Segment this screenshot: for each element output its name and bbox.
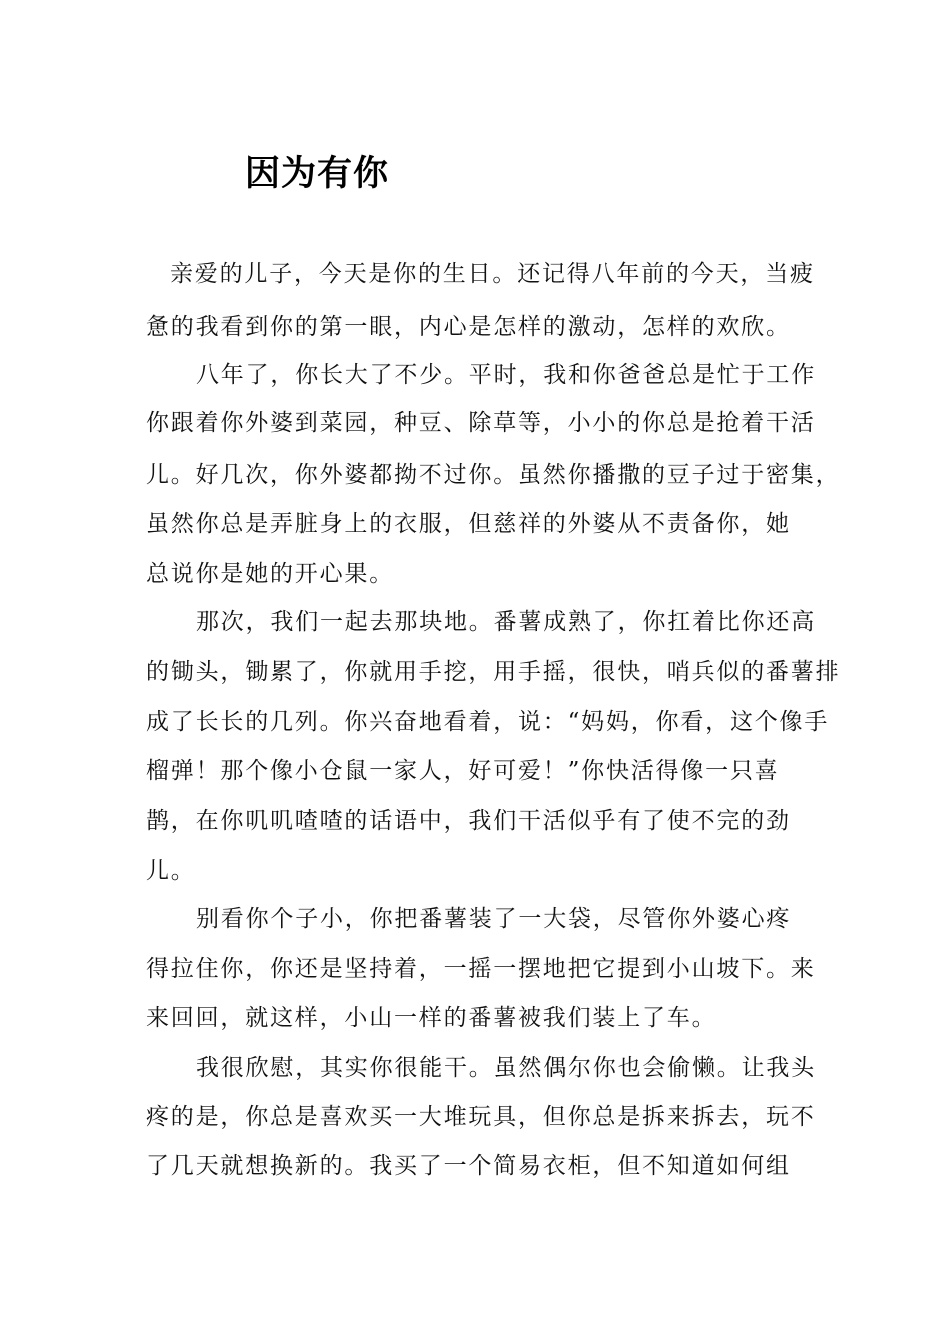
- text-line: 虽然你总是弄脏身上的衣服，但慈祥的外婆从不责备你，她: [146, 511, 791, 537]
- text-line: 你跟着你外婆到菜园，种豆、除草等，小小的你总是抢着干活: [146, 410, 816, 436]
- text-line: 儿。: [146, 858, 196, 884]
- text-line: 来回回，就这样，小山一样的番薯被我们装上了车。: [146, 1005, 717, 1031]
- text-line: 鹊，在你叽叽喳喳的话语中，我们干活似乎有了使不完的劲: [146, 808, 791, 834]
- text-line: 亲爱的儿子，今天是你的生日。还记得八年前的今天，当疲: [170, 261, 815, 287]
- document-title: 因为有你: [245, 154, 390, 194]
- text-line: 疼的是，你总是喜欢买一大堆玩具，但你总是拆来拆去，玩不: [146, 1104, 816, 1130]
- text-line: 我很欣慰，其实你很能干。虽然偶尔你也会偷懒。让我头: [196, 1055, 816, 1081]
- text-line: 的锄头，锄累了，你就用手挖，用手摇，很快，哨兵似的番薯排: [146, 659, 841, 685]
- text-line: 成了长长的几列。你兴奋地看着，说：“妈妈，你看，这个像手: [146, 709, 830, 735]
- text-line: 了几天就想换新的。我买了一个简易衣柜，但不知道如何组: [146, 1153, 791, 1179]
- text-line: 得拉住你，你还是坚持着，一摇一摆地把它提到小山坡下。来: [146, 956, 816, 982]
- text-line: 总说你是她的开心果。: [146, 561, 394, 587]
- text-line: 儿。好几次，你外婆都拗不过你。虽然你播撒的豆子过于密集，: [146, 462, 841, 488]
- text-line: 八年了，你长大了不少。平时，我和你爸爸总是忙于工作: [196, 362, 816, 388]
- text-line: 别看你个子小，你把番薯装了一大袋，尽管你外婆心疼: [196, 906, 792, 932]
- text-line: 那次，我们一起去那块地。番薯成熟了，你扛着比你还高: [196, 609, 816, 635]
- text-line: 榴弹！那个像小仓鼠一家人，好可爱！”你快活得像一只喜: [146, 758, 780, 784]
- text-line: 惫的我看到你的第一眼，内心是怎样的激动，怎样的欢欣。: [146, 314, 791, 340]
